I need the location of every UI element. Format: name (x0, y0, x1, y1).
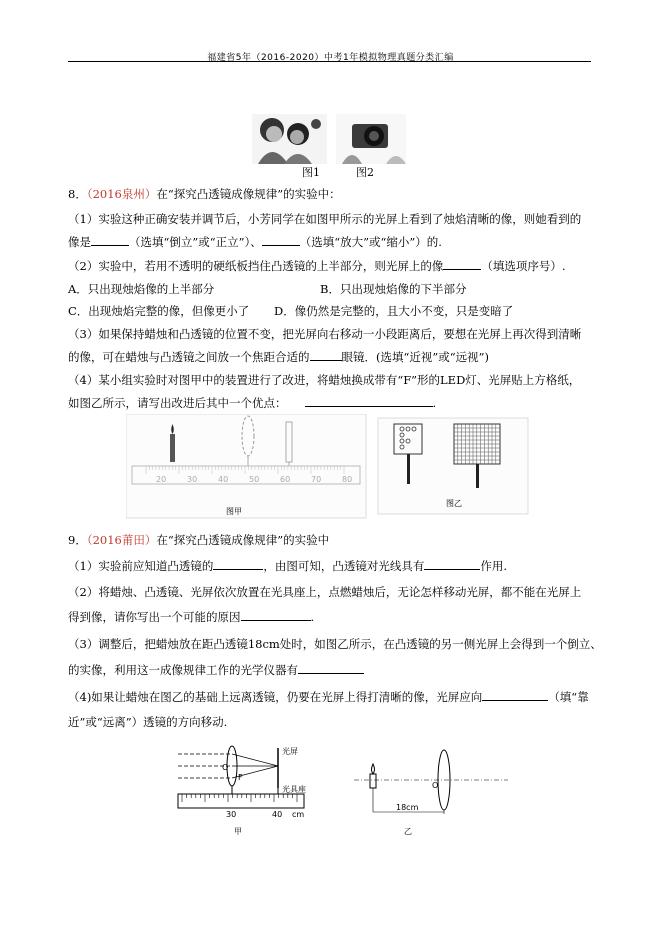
fig2-caption: 图2 (356, 166, 374, 179)
q9-optical-bench (178, 794, 304, 808)
q9-part4-line2: 近”或“远离”）透镜的方向移动. (68, 715, 228, 729)
ruler-tick-label: 60 (280, 475, 291, 484)
ruler-tick-label: 80 (342, 475, 353, 484)
q9-fig-jia (178, 746, 306, 836)
q8-part3-text-a: 的像，可在蜡烛与凸透镜之间放一个焦距合适的 (68, 350, 310, 364)
q9-part2-line2 (68, 609, 314, 625)
q8-part4-text-a: 如图乙所示，请写出改进后其中一个优点： (68, 396, 287, 410)
q8-fig-yi (378, 418, 528, 514)
q9-part3-line1: （3）调整后，把蜡烛放在距凸透镜18cm处时，如图乙所示，在凸透镜的另一侧光屏上会得到一个倒立、 (68, 637, 602, 651)
q9-part4-text-a: （4)如果让蜡烛在图乙的基础上远离透镜，仍要在光屏上得打清晰的像，光屏应向 (68, 690, 483, 704)
q9-candle-flame (372, 764, 375, 774)
photo-girls-illustration (252, 114, 327, 164)
q8-number: 8． (68, 187, 87, 201)
ruler-tick-label: 70 (311, 475, 322, 484)
label-F: F (238, 773, 243, 782)
q9-part1 (68, 558, 507, 574)
q9-fig-yi-label: 乙 (404, 827, 412, 836)
q8-part3-line1: （3）如果保持蜡烛和凸透镜的位置不变，把光屏向右移动一小段距离后，要想在光屏上再次得到清晰 (68, 327, 582, 341)
q8-option-b: B．只出现烛焰像的下半部分 (320, 282, 467, 296)
q8-part2-text-a: （2）实验中，若用不透明的硬纸板挡住凸透镜的上半部分，则光屏上的像 (68, 259, 444, 273)
q9-ruler-ticks (182, 794, 297, 802)
ruler-tick-label: 30 (187, 475, 198, 484)
q9-part4-text-b: （填“靠 (548, 690, 589, 704)
q8-stem: 在“探究凸透镜成像规律”的实验中： (156, 187, 341, 201)
ruler-tick-label: 50 (249, 475, 260, 484)
photo-camera-illustration (336, 114, 406, 164)
label-O: O (222, 763, 229, 772)
q9-part2-line1: （2）将蜡烛、凸透镜、光屏依次放置在光具座上，点燃蜡烛后，无论怎样移动光屏，都不能在光屏上 (68, 585, 582, 599)
q9-figure (176, 744, 516, 840)
q9-number: 9． (68, 533, 87, 547)
q8-figure (126, 414, 530, 520)
q8-part1-text-c: （选填“放大”或“缩小”）的. (299, 235, 442, 249)
tick-30: 30 (226, 810, 237, 819)
label-screen: 光屏 (282, 747, 298, 756)
tick-40: 40 (272, 810, 283, 819)
q9-stem: 在“探究凸透镜成像规律”的实验中 (156, 533, 330, 547)
q9-answer-blank-5[interactable] (482, 690, 548, 701)
fig1-caption: 图1 (302, 166, 320, 179)
q8-answer-blank-5[interactable] (305, 396, 433, 407)
q8-part1-line1: （1）实验这种正确安装并调节后，小芳同学在如图甲所示的光屏上看到了烛焰清晰的像，则她看到的 (68, 212, 582, 226)
q8-part3-text-b: 眼镜．(选填“近视”或“远视”) (341, 350, 489, 364)
q9-part1-text-a: （1）实验前应知道凸透镜的 (68, 559, 214, 573)
q8-part4-text-b: . (432, 396, 437, 410)
q9-part1-text-b: ，由图可知，凸透镜对光线具有 (263, 559, 425, 573)
q8-option-a: A．只出现烛焰像的上半部分 (68, 282, 215, 296)
q9-fig-yi (354, 750, 508, 836)
q9-fig-jia-label: 甲 (234, 827, 242, 836)
photo-figure (250, 110, 410, 166)
q8-fig-jia (126, 414, 366, 518)
q8-fig-yi-label: 图乙 (446, 499, 462, 508)
q9-title (68, 532, 329, 548)
q8-source: （2016泉州） (86, 187, 157, 201)
q8-answer-blank-1[interactable] (91, 235, 129, 246)
q8-option-c: C．出现烛焰完整的像，但像更小了 (68, 304, 250, 318)
label-O-yi: O (432, 781, 439, 790)
q8-part4-line2 (68, 395, 436, 411)
q9-answer-blank-1[interactable] (213, 559, 263, 570)
ruler-tick-label: 20 (156, 475, 167, 484)
q8-title (68, 186, 341, 202)
q9-candle (370, 774, 376, 788)
q9-part2-text-b: . (310, 610, 315, 624)
ruler-tick-label: 40 (218, 475, 229, 484)
tick-unit: cm (292, 810, 305, 819)
q8-part2-text-b: （填选项序号）. (481, 259, 566, 273)
q9-part3-line2 (68, 662, 364, 678)
q9-answer-blank-4[interactable] (298, 663, 364, 674)
q8-part1-text-b: （选填“倒立”或“正立”）、 (129, 235, 262, 249)
q9-part2-text-a: 得到像，请你写出一个可能的原因 (68, 610, 241, 624)
label-18cm: 18cm (396, 803, 419, 812)
q8-fig-jia-label: 图甲 (226, 507, 242, 516)
candle (170, 434, 175, 462)
q8-option-d: D．像仍然是完整的，且大小不变，只是变暗了 (274, 304, 514, 318)
q9-source: （2016莆田） (86, 533, 157, 547)
q9-answer-blank-3[interactable] (241, 610, 311, 621)
q8-part3-line2 (68, 349, 489, 365)
q8-part4-line1: （4）某小组实验时对图甲中的装置进行了改进，将蜡烛换成带有“F”形的LED灯、光屏贴上方格纸， (68, 373, 581, 387)
header-divider (68, 61, 591, 62)
q9-part3-text-a: 的实像，利用这一成像规律工作的光学仪器有 (68, 663, 298, 677)
q9-answer-blank-2[interactable] (424, 559, 480, 570)
label-bench: 光具座 (282, 785, 306, 794)
q8-answer-blank-2[interactable] (262, 235, 300, 246)
q8-answer-blank-3[interactable] (443, 259, 481, 270)
page-header: 福建省5年（2016-2020）中考1年模拟物理真题分类汇编 (207, 53, 454, 63)
q8-part1-line2 (68, 234, 442, 250)
q8-part2-line1 (68, 258, 565, 274)
q8-answer-blank-4[interactable] (310, 350, 342, 361)
q9-part4-line1 (68, 689, 589, 705)
q8-part1-text-a: 像是 (68, 235, 91, 249)
q9-part1-text-c: 作用. (480, 559, 507, 573)
